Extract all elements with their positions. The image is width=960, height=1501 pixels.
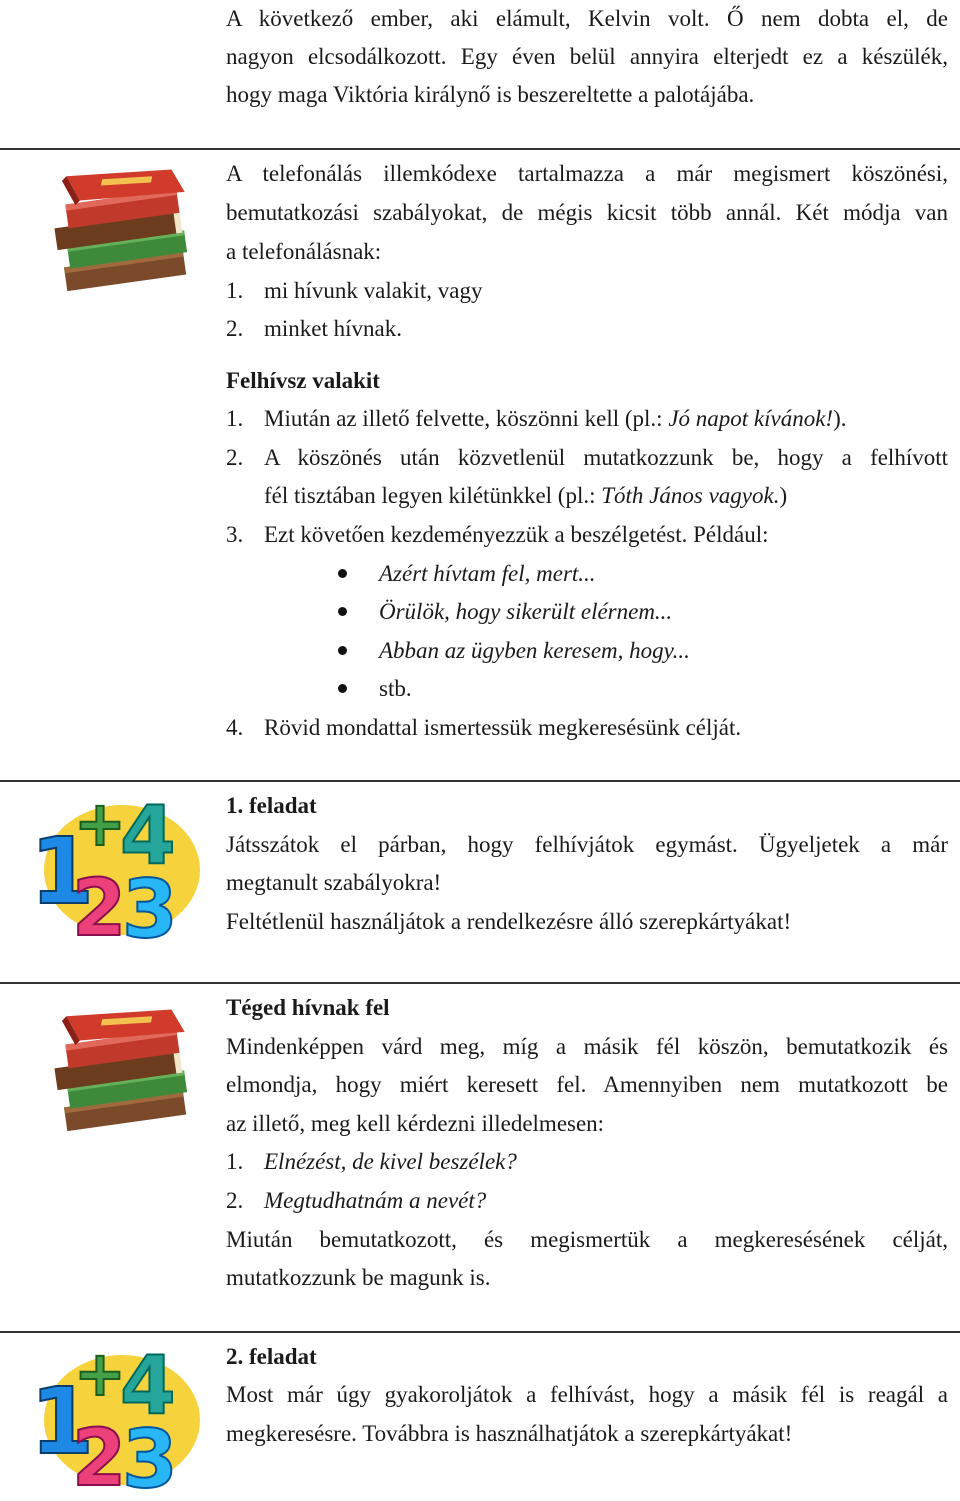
books-icon	[30, 1000, 200, 1150]
svg-text:1: 1	[30, 818, 95, 925]
section-divider	[0, 1331, 960, 1333]
svg-text:+: +	[74, 787, 126, 860]
task-2-line-1: Most már úgy gyakoroljátok a felhívást, hogy a másik fél is reagál a	[226, 1382, 948, 1407]
code-line-3: a telefonálásnak:	[226, 239, 382, 264]
svg-text:2: 2	[72, 1414, 127, 1495]
intro-line-2: nagyon elcsodálkozott. Egy éven belül annyira elterjedt ez a készülék,	[226, 44, 948, 69]
intro-line-3: hogy maga Viktória királynő is beszereltette a palotájába.	[226, 82, 755, 107]
list-item: 2. minket hívnak.	[226, 316, 402, 341]
section-divider	[0, 148, 960, 150]
step-1: 1. Miután az illető felvette, köszönni kell (pl.: Jó napot kívánok!).	[226, 406, 847, 431]
task-1-line-1: Játsszátok el párban, hogy felhívjátok egymást. Ügyeljetek a már	[226, 832, 948, 857]
svg-text:2: 2	[72, 864, 127, 945]
called-line-2: elmondja, hogy miért keresett fel. Amennyiben nem mutatkozott be	[226, 1072, 948, 1097]
list-item: 1. Elnézést, de kivel beszélek?	[226, 1149, 517, 1174]
svg-text:4: 4	[120, 789, 176, 882]
step-3: 3. Ezt követően kezdeményezzük a beszélgetést. Például:	[226, 522, 769, 547]
numbers-icon	[22, 785, 207, 945]
step-2-cont: fél tisztában legyen kilétünkkel (pl.: Tóth János vagyok.)	[264, 483, 788, 508]
task-1-line-3: Feltétlenül használjátok a rendelkezésre álló szerepkártyákat!	[226, 909, 792, 934]
step-2: 2. A köszönés után közvetlenül mutatkozzunk be, hogy a felhívott	[226, 445, 948, 470]
heading-call-someone: Felhívsz valakit	[226, 368, 380, 393]
step-4: 4. Rövid mondattal ismertessük megkeresésünk célját.	[226, 715, 742, 740]
called-line-3: az illető, meg kell kérdezni illedelmesen:	[226, 1111, 605, 1136]
task-1-title: 1. feladat	[226, 793, 317, 818]
heading-being-called: Téged hívnak fel	[226, 995, 390, 1020]
section-divider	[0, 982, 960, 984]
task-2-line-2: megkeresésre. Továbbra is használhatjátok a szerepkártyákat!	[226, 1421, 793, 1446]
section-divider	[0, 780, 960, 782]
intro-line-1: A következő ember, aki elámult, Kelvin volt. Ő nem dobta el, de	[226, 6, 948, 31]
svg-text:1: 1	[30, 1368, 95, 1475]
list-item: 1. mi hívunk valakit, vagy	[226, 278, 483, 303]
svg-text:3: 3	[122, 863, 178, 945]
svg-text:4: 4	[120, 1339, 176, 1432]
task-1-line-2: megtanult szabályokra!	[226, 870, 442, 895]
svg-text:+: +	[74, 1337, 126, 1410]
task-2-title: 2. feladat	[226, 1344, 317, 1369]
called-line-5: mutatkozzunk be magunk is.	[226, 1265, 491, 1290]
list-item: 2. Megtudhatnám a nevét?	[226, 1188, 487, 1213]
code-line-1: A telefonálás illemkódexe tartalmazza a már megismert köszönési,	[226, 161, 948, 186]
books-icon	[30, 160, 200, 310]
numbers-icon	[22, 1335, 207, 1495]
called-line-1: Mindenképpen várd meg, míg a másik fél köszön, bemutatkozik és	[226, 1034, 948, 1059]
svg-text:3: 3	[122, 1413, 178, 1495]
called-line-4: Miután bemutatkozott, és megismertük a megkeresésének célját,	[226, 1227, 948, 1252]
code-line-2: bemutatkozási szabályokat, de mégis kicsit több annál. Két módja van	[226, 200, 948, 225]
